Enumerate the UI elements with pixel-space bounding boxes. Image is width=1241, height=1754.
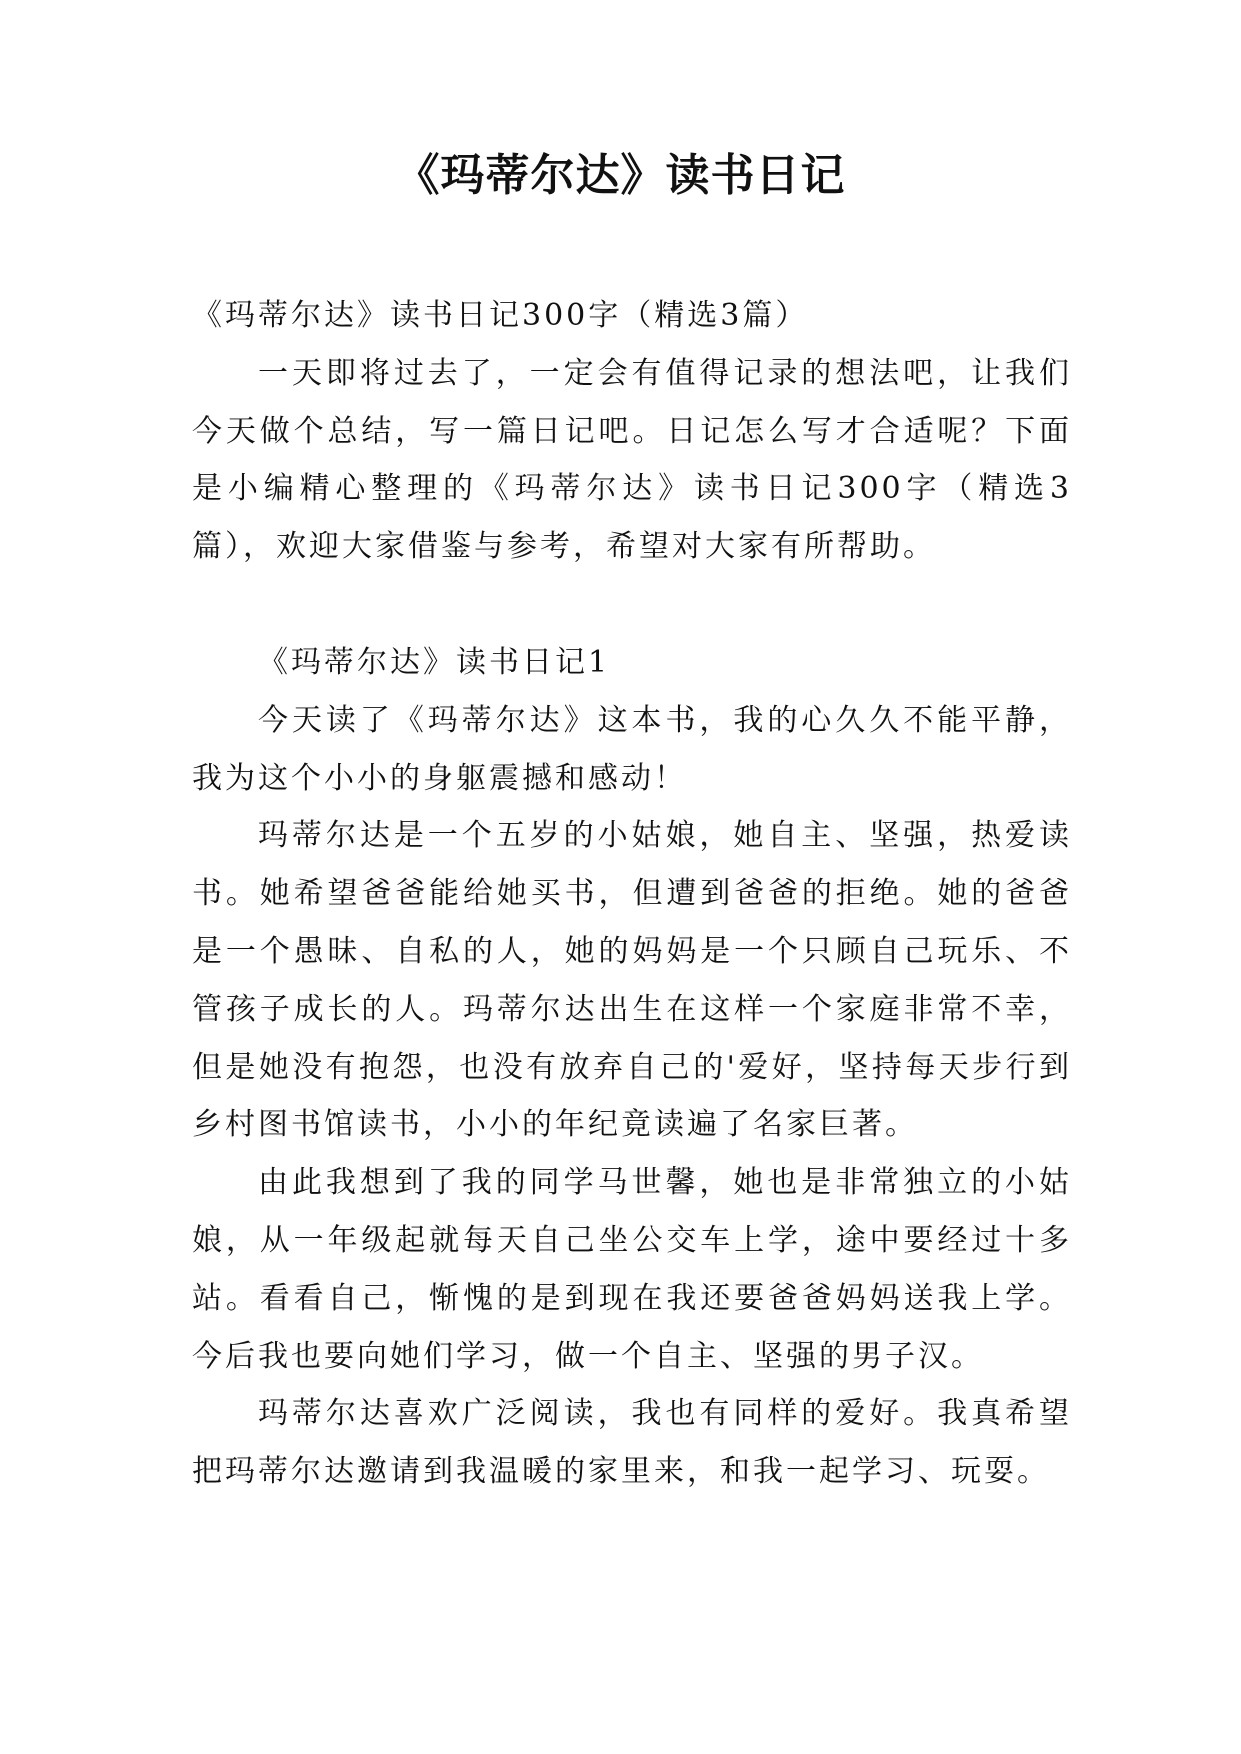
document-title: 《玛蒂尔达》读书日记 bbox=[395, 150, 846, 201]
section-spacer bbox=[192, 576, 1072, 634]
document-body bbox=[192, 287, 1072, 1501]
intro-paragraph: 一天即将过去了，一定会有值得记录的想法吧，让我们今天做个总结，写一篇日记吧。日记怎么写才合适呢？下面是小编精心整理的《玛蒂尔达》读书日记300字（精选3篇），欢迎大家借鉴与参考，希望对大家有所帮助。 bbox=[192, 355, 1072, 565]
body-paragraph: 由此我想到了我的同学马世馨，她也是非常独立的小姑娘，从一年级起就每天自己坐公交车上学，途中要经过十多站。看看自己，惭愧的是到现在我还要爸爸妈妈送我上学。今后我也要向她们学习，做一个自主、坚强的男子汉。 bbox=[192, 1165, 1072, 1374]
body-paragraph: 今天读了《玛蒂尔达》这本书，我的心久久不能平静，我为这个小小的身躯震撼和感动！ bbox=[192, 702, 1072, 796]
document-subtitle: 《玛蒂尔达》读书日记300字（精选3篇） bbox=[192, 298, 809, 333]
body-paragraph: 玛蒂尔达喜欢广泛阅读，我也有同样的爱好。我真希望把玛蒂尔达邀请到我温暖的家里来，和我一起学习、玩耍。 bbox=[192, 1396, 1072, 1490]
body-paragraph: 玛蒂尔达是一个五岁的小姑娘，她自主、坚强，热爱读书。她希望爸爸能给她买书，但遭到爸爸的拒绝。她的爸爸是一个愚昧、自私的人，她的妈妈是一个只顾自己玩乐、不管孩子成长的人。玛蒂尔达出生在这样一个家庭非常不幸，但是她没有抱怨，也没有放弃自己的'爱好，坚持每天步行到乡村图书馆读书，小小的年纪竟读遍了名家巨著。 bbox=[192, 818, 1072, 1143]
section-heading: 《玛蒂尔达》读书日记1 bbox=[258, 644, 611, 680]
